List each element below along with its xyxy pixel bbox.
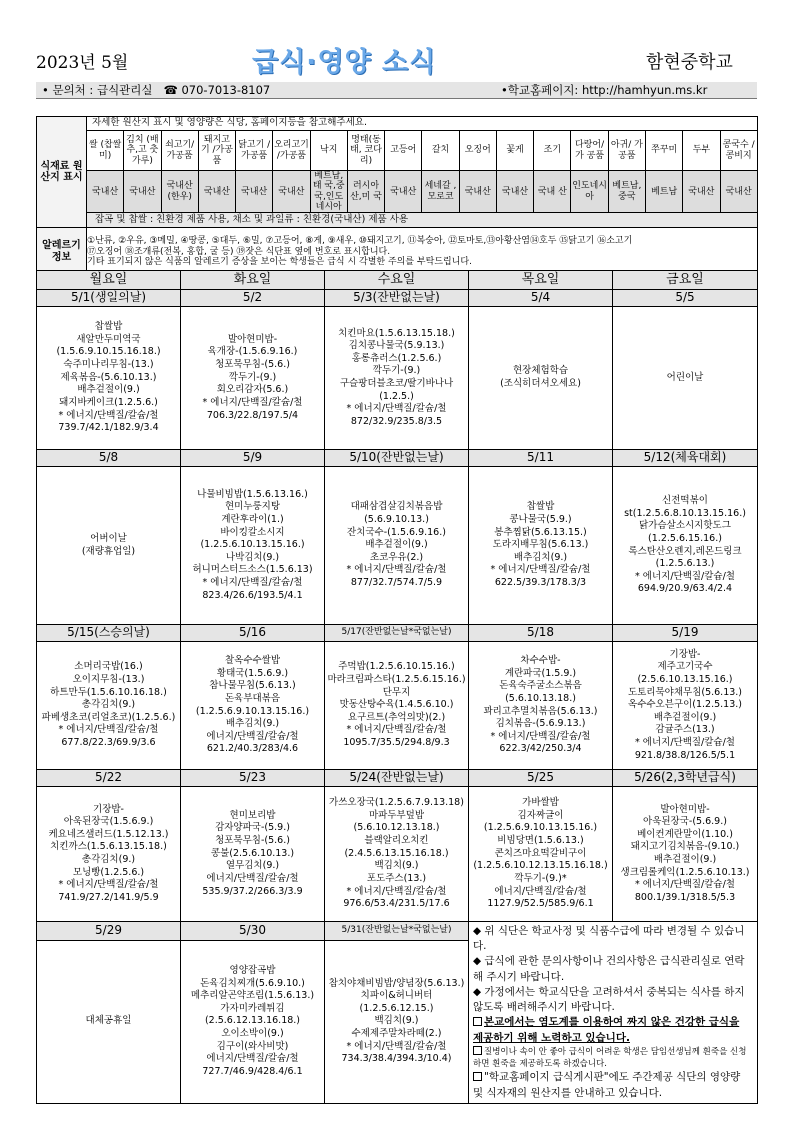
origin-item: 오리고기 /가공품 (273, 131, 310, 171)
date-cell: 5/4 (469, 290, 613, 307)
menu-cell (613, 642, 758, 770)
menu-item: 741.9/27.2/141.9/5.9 (58, 891, 159, 903)
menu-item: 622.3/42/250.3/4 (499, 743, 582, 755)
origin-country: 국내산 (273, 171, 310, 213)
date-cell: 5/18 (469, 625, 613, 642)
origin-item: 명태(동태, 코다리) (347, 131, 384, 171)
origin-country: 국내산 (124, 171, 161, 213)
menu-item: 콩불(2.5.6.10.13.) (210, 847, 295, 859)
menu-item: 신전떡볶이st(1.2.5.6.8.10.13.15.16.) (624, 495, 746, 519)
menu-item: 제육볶음-(5.6.10.13.) (60, 371, 157, 383)
menu-cell (613, 467, 758, 625)
day-header: 목요일 (469, 271, 613, 290)
menu-item: 대패삼겹살김치볶음밥(5.6.9.10.13.) (350, 501, 443, 525)
menu-item: 677.8/22.3/69.9/3.6 (61, 737, 156, 749)
menu-item: 케요네즈샐러드(1.5.12.13.) (48, 828, 169, 840)
menu-item: 739.7/42.1/182.9/3.4 (58, 422, 159, 434)
menu-cell (325, 642, 469, 770)
menu-item: 마파두부덮밥(5.6.10.12.13.18.) (353, 809, 440, 834)
menu-cell (325, 787, 469, 922)
menu-item: 배추겉절이(9.) (77, 384, 140, 396)
menu-cell (181, 787, 325, 922)
menu-item: 어린이날 (666, 371, 704, 383)
menu-item: * 에너지/단백질/칼슘/철 (346, 1040, 447, 1052)
date-cell: 5/19 (613, 625, 758, 642)
menu-item: 초코우유(2.) (369, 551, 424, 563)
menu-item: * 에너지/단백질/칼슘/철 (346, 885, 447, 897)
menu-item: 877/32.7/574.7/5.9 (350, 577, 443, 589)
menu-item: 닭가슴살소시지핫도그(1.2.5.6.15.16.) (639, 520, 731, 544)
menu-item: 백김치(9.) (374, 860, 419, 872)
menu-item: 감자양파국-(5.9.) (215, 822, 290, 834)
menu-item: 찹쌀밥 (526, 501, 555, 513)
menu-item: 계란파국(1.5.9.) (504, 667, 577, 679)
menu-cell (37, 307, 181, 450)
menu-item: 새알만두미역국(1.5.6.9.10.15.16.18.) (56, 333, 161, 358)
notice-box (469, 922, 758, 1104)
date-cell: 5/29 (37, 922, 181, 941)
origin-country: 국내산 (한우) (161, 171, 198, 213)
origin-item: 다랑어/가 공품 (571, 131, 608, 171)
menu-item: 치킨까스(1.5.6.13.15.18.) (50, 841, 167, 853)
date-cell: 5/17(잔반없는날*국없는날) (325, 625, 469, 642)
origin-item: 오징어 (459, 131, 496, 171)
menu-item: 찰옥수수쌀밥 (224, 655, 281, 666)
menu-item: 김자짜글이(1.2.5.6.9.10.13.15.16.) (483, 809, 598, 834)
menu-cell (37, 787, 181, 922)
menu-item: 에너지/단백질/칼슘/철 (494, 885, 587, 897)
origin-items-row (37, 131, 758, 171)
date-cell: 5/31(잔반없는날*국없는날) (325, 922, 469, 941)
menu-item: 가쓰오장국(1.2.5.6.7.9.13.18) (329, 797, 464, 809)
menu-item: 734.3/38.4/394.3/10.4) (341, 1053, 452, 1065)
origin-item: 콩국수 /콩비지 (720, 131, 757, 171)
date-cell: 5/22 (37, 770, 181, 787)
menu-item: 단무지 (382, 686, 411, 698)
menu-item: 숙주미나리무침-(13.) (63, 359, 154, 371)
menu-item: 도토리묵야채무침(5.6.13.) (627, 686, 743, 698)
menu-cell (613, 787, 758, 922)
menu-item: 모닝빵(1.2.5.6.) (72, 866, 145, 878)
date-cell: 5/30 (181, 922, 325, 941)
origin-country: 국내산 (720, 171, 757, 213)
menu-item: 에너지/단백질/칼슘/철 (206, 1053, 299, 1065)
menu-item: 기장밥- (93, 803, 124, 815)
date-cell: 5/8 (37, 450, 181, 467)
menu-item: 요구르트(추억의맛)(2.) (347, 711, 446, 723)
menu-cell (325, 940, 469, 1103)
date-cell: 5/9 (181, 450, 325, 467)
menu-item: 열무김치(9.) (225, 860, 280, 872)
menu-item: 배추겉절이(9.) (365, 539, 428, 551)
newsletter-title: 급식·영양 소식 (252, 47, 437, 78)
menu-item: 800.1/39.1/318.5/5.3 (634, 891, 736, 903)
menu-item: 현미보리밥 (229, 809, 276, 821)
origin-item: 두부 (683, 131, 720, 171)
menu-item: 참치야채비빔밥/양념장(5.6.13.) (328, 977, 465, 989)
checkbox-icon (473, 1072, 482, 1081)
grain-notice: 잡곡 및 찹쌀 : 친환경 제품 사용, 채소 및 과일류 : 친환경(국내산) 제품 사용 (87, 213, 758, 228)
menu-item: 바이킹칼소시지(1.2.5.6.10.13.15.16.) (200, 526, 305, 551)
menu-item: * 에너지/단백질/칼슘/철 (202, 577, 303, 589)
menu-item: 주먹밥(1.2.5.6.10.15.16.) (338, 661, 455, 673)
menu-item: 구슬팡더블초코/딸기바나나(1.2.5.) (339, 378, 454, 402)
menu-item: 콘치즈마요떡갈비구이(1.2.5.6.10.12.13.15.16.18.) (473, 847, 608, 872)
menu-item: 깍두기-(9.) (228, 371, 277, 383)
date-cell: 5/25 (469, 770, 613, 787)
menu-item: 하트만두(1.5.6.10.16.18.) (50, 686, 167, 698)
menu-item: 돼지고기김치볶음-(9.10.) (630, 841, 740, 853)
menu-cell (613, 307, 758, 450)
menu-item: 976.6/53.4/231.5/17.6 (343, 898, 450, 910)
notice-line: 본교에서는 염도계를 이용하여 짜지 않은 건강한 급식을 제공하기 위해 노력하고 있습니다. (473, 1016, 740, 1044)
allergy-line: ⑰오징어 ⑱조개류(전복, 홍합, 굴 등) ⑲잣은 식단표 옆에 번호로 표시합니다. (87, 246, 391, 257)
menu-item: 블랙알리오치킨(2.4.5.6.13.15.16.18.) (344, 835, 449, 859)
menu-item: 921.8/38.8/126.5/5.1 (634, 749, 736, 761)
menu-item: 치킨마요(1.5.6.13.15.18.) (338, 327, 455, 339)
date-cell: 5/2 (181, 290, 325, 307)
notice-line: "학교홈페이지 급식게시판"에도 주간제공 식단의 영양량 및 식자재의 원산지를 안내하고 있습니다. (473, 1071, 741, 1099)
day-header: 금요일 (613, 271, 758, 290)
menu-item: 가자미카레튀김(2.5.6.12.13.16.18.) (204, 1002, 301, 1027)
date-cell: 5/5 (613, 290, 758, 307)
inquiry-text: 문의처 : 급식관리실 (52, 83, 153, 97)
menu-item: 나물비빔밥(1.5.6.13.16.) (197, 488, 308, 500)
menu-item: 청포묵무침-(5.6.) (215, 835, 290, 847)
menu-item: 청포묵무침-(5.6.) (215, 359, 290, 371)
menu-item: 비빔당면(1.5.6.13.) (497, 835, 584, 847)
menu-item: 돼지바케이크(1.2.5.6.) (59, 396, 158, 408)
school-name: 함현중학교 (646, 52, 733, 73)
menu-item: 727.7/46.9/428.4/6.1 (202, 1065, 303, 1077)
menu-item: 에너지/단백질/칼슘/철 (206, 730, 299, 742)
menu-item: 기장밥- (669, 648, 701, 660)
menu-item: 현미누룽지탕 (224, 501, 281, 513)
menu-cell (469, 787, 613, 922)
menu-item: 아욱된장국(1.5.6.9.) (63, 816, 154, 828)
menu-item: 돈육부대볶음(1.2.5.6.9.10.13.15.16.) (195, 692, 310, 717)
menu-item: * 에너지/단백질/칼슘/철 (346, 564, 447, 576)
menu-item: 김구이(와사비맛) (216, 1040, 289, 1052)
menu-item: * 에너지/단백질/칼슘/철 (346, 403, 447, 415)
menu-item: 발아현미밥- (660, 803, 710, 815)
menu-item: 봉추찜닭(5.6.13.15.) (494, 526, 587, 538)
menu-item: 메추리알곤약조림(1.5.6.13.) (190, 990, 315, 1002)
origin-country: 베트남,태 국,중국,인도 네시아 (310, 171, 347, 213)
menu-item: (조식히더셔오세요) (500, 378, 581, 389)
menu-item: 콩나물국(5.9.) (509, 513, 572, 525)
origin-item: 낙지 (310, 131, 347, 171)
menu-item: 오이지무침-(13.) (72, 673, 145, 685)
menu-item: 돈육김치찌개(5.6.9.10.) (200, 977, 305, 989)
menu-item: 감귤주스(13.) (655, 724, 715, 736)
homepage-text: •학교홈페이지: http://hamhyun.ms.kr (501, 83, 708, 97)
menu-item: 육개장-(1.5.6.9.16.) (207, 346, 298, 358)
date-cell: 5/23 (181, 770, 325, 787)
menu-cell (469, 307, 613, 450)
menu-item: 회오리감자(5.6.) (216, 384, 289, 396)
allergy-line: ①난류, ②우유, ③메밀, ④땅콩, ⑤대두, ⑥밀, ⑦고등어, ⑧게, ⑨새우, ⑩돼지고기, ⑪복숭아, ⑫토마토,⑬아황산염⑭호두 ⑮닭고기 ⑯소고기 (87, 236, 633, 247)
bullet-icon: • (42, 83, 53, 97)
origin-countries-row (37, 171, 758, 213)
origin-item: 조기 (534, 131, 571, 171)
checkbox-icon (473, 1017, 482, 1026)
origin-item: 쇠고기/ 가공품 (161, 131, 198, 171)
menu-item: 황태국(1.5.6.9.) (216, 667, 289, 679)
menu-cell (37, 467, 181, 625)
origin-country: 러시아산,미 국 (347, 171, 384, 213)
menu-item: 배추김치(9.) (513, 551, 568, 563)
menu-cell (469, 642, 613, 770)
notice-line: ◆ 급식에 관한 문의사항이나 건의사항은 급식관리실로 연락해 주시기 바랍니다. (473, 955, 745, 983)
menu-item: * 에너지/단백질/칼슘/철 (58, 409, 159, 421)
menu-item: 파베생초코(리얼초코)(1.2.5.6.) (41, 711, 176, 723)
notice-line: ◆ 위 식단은 학교사정 및 식품수급에 따라 변경될 수 있습니다. (473, 925, 745, 953)
menu-cell (181, 940, 325, 1103)
menu-item: 돈육숙주굴소스볶음(5.6.10.13.18.) (499, 680, 582, 704)
origin-item: 닭고기 /가공품 (236, 131, 273, 171)
menu-item: 706.3/22.8/197.5/4 (206, 409, 299, 421)
menu-item: 참나물무침(5.6.13.) (209, 680, 296, 692)
menu-item: * 에너지/단백질/칼슘/철 (635, 737, 735, 749)
menu-item: 694.9/20.9/63.4/2.4 (637, 583, 733, 595)
menu-item: * 에너지/단백질/칼슘/철 (490, 730, 591, 742)
menu-item: * 에너지/단백질/칼슘/철 (635, 570, 735, 582)
menu-item: 김치콩나물국(5.9.13.) (348, 340, 445, 352)
menu-item: 홍롱츄러스(1.2.5.6.) (351, 352, 442, 364)
menu-item: 535.9/37.2/266.3/3.9 (202, 885, 303, 897)
menu-item: 나박김치(9.) (225, 551, 280, 563)
date-cell: 5/3(잔반없는날) (325, 290, 469, 307)
menu-item: 찹쌀밥 (94, 321, 123, 333)
menu-cell (469, 467, 613, 625)
menu-item: 생크림롤케익(1.2.5.6.10.13.) (620, 866, 750, 878)
menu-cell (181, 467, 325, 625)
origin-country: 국내산 (87, 171, 124, 213)
menu-item: 제주고기국수(2.5.6.10.13.15.16.) (637, 661, 733, 685)
day-header: 월요일 (37, 271, 181, 290)
menu-item: 차수수밥- (520, 655, 561, 666)
origin-item: 돼지고 기 /가공품 (198, 131, 235, 171)
date-cell: 5/26(2,3학년급식) (613, 770, 758, 787)
menu-item: (재량휴업일) (81, 545, 136, 557)
date-cell: 5/16 (181, 625, 325, 642)
menu-item: 가바쌀밥 (522, 797, 559, 809)
origin-country: 국내산 (198, 171, 235, 213)
menu-item: 1095.7/35.5/294.8/9.3 (343, 737, 450, 749)
origin-item: 쭈꾸미 (645, 131, 682, 171)
menu-item: 872/32.9/235.8/3.5 (350, 415, 443, 427)
menu-item: 록스탄산오렌지,레몬드링크(1.2.5.6.13.) (628, 545, 742, 570)
date-cell: 5/15(스승의날) (37, 625, 181, 642)
header-date: 2023년 5월 (36, 53, 129, 73)
divider (36, 98, 757, 99)
day-header: 화요일 (181, 271, 325, 290)
menu-item: 1127.9/52.5/585.9/6.1 (487, 898, 594, 910)
menu-cell (37, 642, 181, 770)
menu-item: 배추김치(9.) (225, 718, 280, 730)
menu-item: 맛동산탕수육(1.4.5.6.10.) (339, 699, 454, 711)
phone-icon: ☎ (163, 83, 178, 97)
day-header: 수요일 (325, 271, 469, 290)
menu-item: 에너지/단백질/칼슘/철 (206, 872, 299, 884)
menu-item: 계란후라이(1.) (221, 513, 284, 525)
menu-item: 어버이날 (90, 532, 127, 544)
date-cell: 5/10(잔반없는날) (325, 450, 469, 467)
origin-country: 국내산 (683, 171, 720, 213)
menu-item: * 에너지/단백질/칼슘/철 (490, 564, 591, 576)
menu-item: * 에너지/단백질/칼슘/철 (202, 396, 303, 408)
origin-item: 쌀 (찹쌀미) (87, 131, 124, 171)
origin-label: 식재료 원산지 표시 (37, 117, 87, 228)
menu-item: 수제제주말차라떼(2.) (351, 1028, 442, 1040)
phone-number: 070-7013-8107 (181, 83, 271, 97)
menu-item: 배추겉절이(9.) (653, 854, 717, 865)
menu-item: 백김치(9.) (374, 1015, 419, 1027)
checkbox-icon (473, 1046, 482, 1055)
origin-item: 꽃게 (496, 131, 533, 171)
origin-item: 아귀/ 가공품 (608, 131, 645, 171)
menu-item: 꽈리고추멸치볶음(5.6.13.) (483, 705, 598, 717)
menu-item: 마라크림파스타(1.2.5.6.15.16.) (327, 673, 466, 685)
menu-item: 영양잡곡밥 (229, 964, 276, 976)
allergy-label: 알레르기 정보 (37, 228, 87, 276)
origin-country: 국내산 (236, 171, 273, 213)
menu-item: 오이소박이(9.) (221, 1028, 284, 1040)
menu-item: 옥수수오븐구이(1.2.5.13.) (628, 699, 742, 711)
menu-item: 823.4/26.6/193.5/4.1 (202, 589, 303, 601)
menu-item: 치파이&허니버터(1.2.5.6.12.15.) (359, 990, 434, 1014)
menu-cell (181, 307, 325, 450)
menu-item: 깍두기-(9.) (372, 365, 421, 377)
menu-item: 621.2/40.3/283/4.6 (206, 743, 299, 755)
origin-country: 국내산 (385, 171, 422, 213)
menu-item: 잔치국수-(1.5.6.9.16.) (347, 526, 446, 538)
menu-item: 도라지배무침(5.6.13.) (492, 539, 589, 551)
menu-item: 현장체험학습 (512, 365, 569, 377)
origin-item: 갈치 (422, 131, 459, 171)
notice-line: ◆ 가정에서는 학교식단을 고려하셔서 중복되는 식사를 하지 않도록 배려해주시기 바랍니다. (473, 985, 745, 1014)
menu-item: 김치볶음-(5.6.9.13.) (495, 718, 586, 730)
menu-item: 베이컨계란말이(1.10.) (637, 828, 733, 840)
menu-cell (325, 467, 469, 625)
menu-item: 허니머스터드소스(1.5.6.13) (192, 564, 313, 576)
menu-item: * 에너지/단백질/칼슘/철 (635, 879, 735, 891)
origin-country: 세네갈 ,모로코 (422, 171, 459, 213)
menu-item: 배추겉절이(9.) (653, 711, 717, 723)
origin-country: 국내산 (459, 171, 496, 213)
menu-item: 포도주스(13.) (366, 872, 427, 884)
menu-cell (37, 940, 181, 1103)
contact-bar (36, 82, 757, 98)
menu-item: 대체공휴일 (85, 1015, 132, 1027)
menu-item: * 에너지/단백질/칼슘/철 (346, 724, 447, 736)
origin-item: 고등어 (385, 131, 422, 171)
origin-country: 베트남, 중국 (608, 171, 645, 213)
origin-item: 김치 (배추,고 춧가루) (124, 131, 161, 171)
date-cell: 5/24(잔반없는날) (325, 770, 469, 787)
origin-country: 인도네시아 (571, 171, 608, 213)
date-cell: 5/11 (469, 450, 613, 467)
date-cell: 5/12(체육대회) (613, 450, 758, 467)
menu-item: * 에너지/단백질/칼슘/철 (58, 724, 159, 736)
allergy-info (87, 228, 758, 276)
origin-notice: 자세한 원산지 표시 및 영양량은 식당, 홈페이지등을 참고해주세요. (87, 117, 758, 131)
menu-item: 총각김치(9.) (81, 699, 136, 711)
origin-country: 국내산 (496, 171, 533, 213)
notice-line: 질병이나 속이 안 좋아 급식이 어려운 학생은 담임선생님께 흰죽을 신청하면 흰죽을 제공하도록 하겠습니다. (473, 1046, 747, 1070)
menu-cell (325, 307, 469, 450)
menu-item: 622.5/39.3/178.3/3 (494, 577, 587, 589)
menu-item: 발아현미밥- (227, 333, 278, 345)
menu-item: 소머리국밥(16.) (74, 661, 143, 673)
origin-table (36, 116, 758, 276)
menu-item: 아욱된장국-(5.6.9.) (643, 816, 727, 828)
menu-item: * 에너지/단백질/칼슘/철 (58, 879, 159, 891)
menu-cell (181, 642, 325, 770)
menu-item: 깍두기-(9.)* (514, 872, 567, 884)
menu-table (36, 270, 758, 1104)
allergy-line: 기타 표기되지 않은 식품의 알레르기 증상을 보이는 학생들은 급식 시 각별한 주의를 부탁드립니다. (87, 257, 472, 268)
origin-country: 국내 산 (534, 171, 571, 213)
origin-country: 베트남 (645, 171, 682, 213)
date-cell: 5/1(생일의날) (37, 290, 181, 307)
menu-item: 총각김치(9.) (81, 854, 136, 865)
